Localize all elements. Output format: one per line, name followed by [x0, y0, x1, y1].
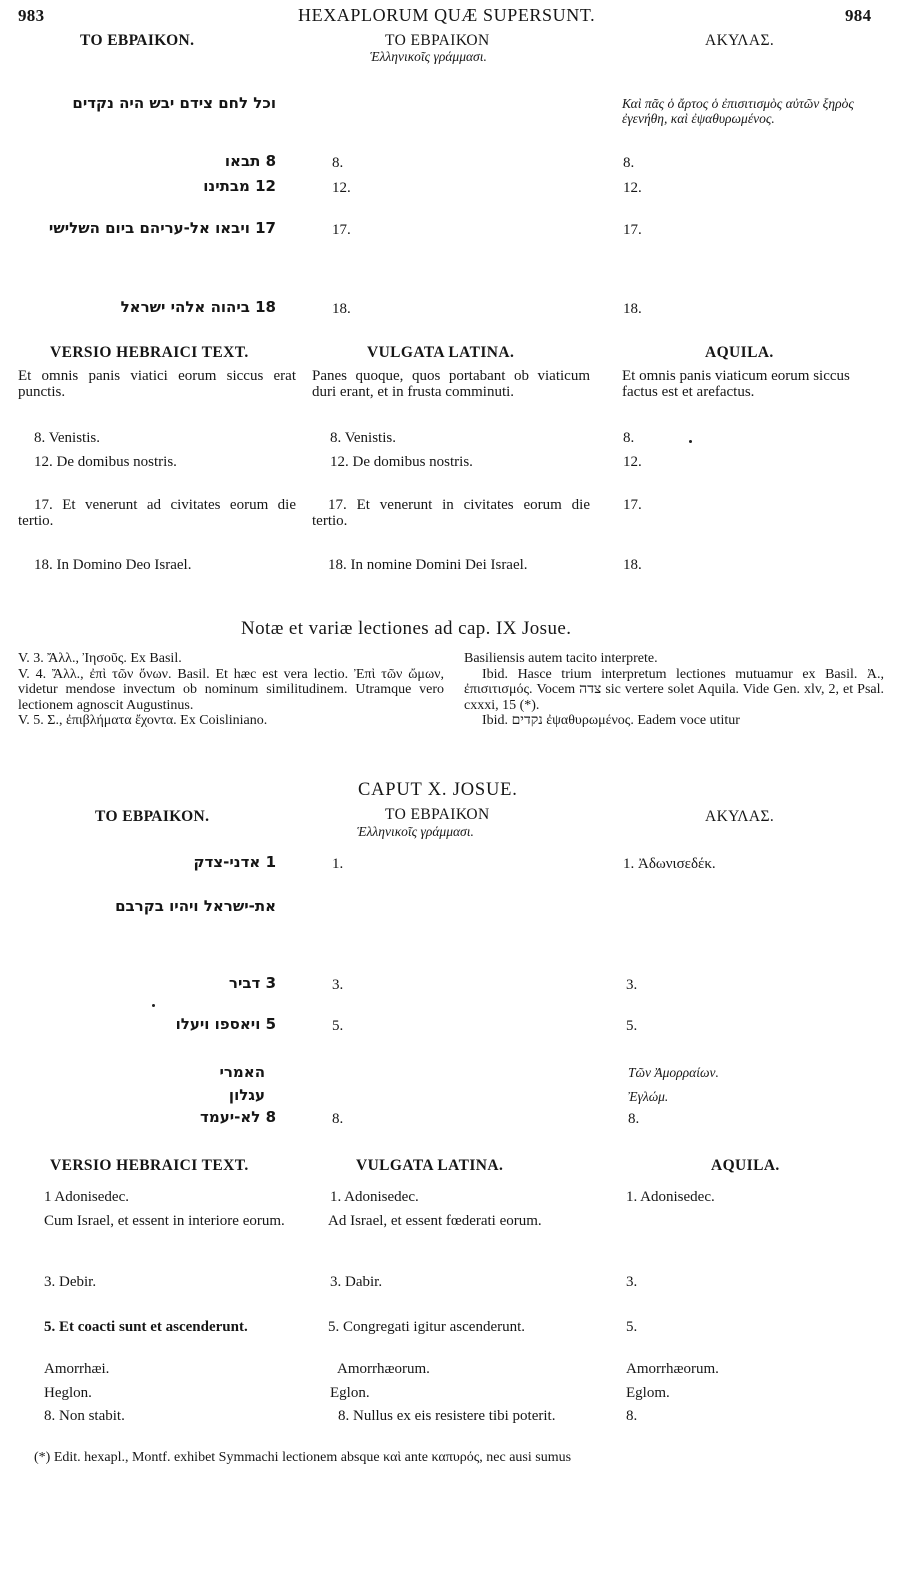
caput-vulgata-amorrhaeorum: Amorrhæorum.: [337, 1361, 430, 1377]
notes-left-column: [18, 651, 444, 729]
aquila-verse-17: 17.: [623, 497, 642, 513]
caput-aquila-amorrhaeorum: Amorrhæorum.: [626, 1361, 719, 1377]
vulgata-verse-12: 12. De domibus nostris.: [330, 454, 473, 470]
col3-verse-12: 12.: [623, 180, 642, 196]
col3-heading: ΑΚΥΛΑΣ.: [705, 32, 775, 49]
caput-col3-heading: ΑΚΥΛΑΣ.: [705, 808, 775, 825]
caput-col2-heading: ΤΟ ΕΒΡΑΙΚΟΝ: [385, 806, 490, 823]
caput-aquila-verse-1: 1. Adonisedec.: [626, 1189, 715, 1205]
caput-hebrew-verse-3: 3 דביר: [228, 974, 276, 992]
aquila-verse-18: 18.: [623, 557, 642, 573]
caput-aquila-verse-3: 3.: [626, 1274, 638, 1290]
caput-hebrew-verse-1: 1 אדני-צדק: [193, 853, 276, 871]
col1-heading: ΤΟ ΕΒΡΑΙΚΟΝ.: [80, 32, 195, 49]
caput-versio-heglon: Heglon.: [44, 1385, 92, 1401]
caput-col3-verse-5: 5.: [626, 1018, 638, 1034]
caput-title: CAPUT X. JOSUE.: [358, 780, 518, 800]
caput-versio-heading: VERSIO HEBRAICI TEXT.: [50, 1157, 249, 1174]
caput-versio-amorrhaei: Amorrhæi.: [44, 1361, 110, 1377]
col2-verse-17: 17.: [332, 222, 351, 238]
page-number-right: 984: [845, 6, 872, 25]
aquila-verse-8: 8.: [623, 430, 635, 446]
caput-hebrew-verse-1b: את-ישראל ויהיו בקרבם: [115, 897, 276, 915]
caput-aquila-verse-8: 8.: [626, 1408, 638, 1424]
hebrew-verse-line: וכל לחם צידם יבש היה נקדים: [72, 94, 276, 112]
col3-verse-8: 8.: [623, 155, 635, 171]
caput-col1-heading: ΤΟ ΕΒΡΑΙΚΟΝ.: [95, 808, 210, 825]
caput-col3-verse-1: 1. Ἀδωνισεδέκ.: [623, 856, 716, 872]
caput-vulgata-verse-5: 5. Congregati igitur ascenderunt.: [328, 1319, 526, 1335]
caput-versio-verse-3: 3. Debir.: [44, 1274, 97, 1290]
caput-aquila-eglom: Eglom.: [626, 1385, 670, 1401]
aquila-greek-text: Καὶ πᾶς ὁ ἄρτος ὁ ἐπισιτισμὸς αὐτῶν ξηρὸς ἐγενήθη, καὶ ἐψαθυρωμένος.: [622, 96, 854, 126]
versio-text: Et omnis panis viatici eorum siccus erat punctis.: [18, 368, 296, 400]
caput-versio-verse-8: 8. Non stabit.: [44, 1408, 125, 1424]
notes-right-column: [464, 651, 884, 729]
hebrew-verse-17: 17 ויבאו אל-עריהם ביום השלישי: [48, 219, 276, 237]
hebrew-verse-18: 18 ביהוה אלהי ישראל: [120, 298, 276, 316]
caput-vulgata-eglon: Eglon.: [330, 1385, 370, 1401]
col2-verse-8: 8.: [332, 155, 344, 171]
caput-vulgata-heading: VULGATA LATINA.: [356, 1157, 504, 1174]
caput-aquila-amorraion: Τῶν Ἀμορραίων.: [628, 1065, 719, 1080]
vulgata-verse-8: 8. Venistis.: [330, 430, 396, 446]
notes-title: Notæ et variæ lectiones ad cap. IX Josue.: [241, 618, 572, 639]
caput-hebrew-verse-5: 5 ויאספו ויעלו: [175, 1015, 276, 1033]
col3-verse-17: 17.: [623, 222, 642, 238]
versio-verse-18: 18. In Domino Deo Israel.: [34, 557, 192, 573]
caput-col2-verse-5: 5.: [332, 1018, 344, 1034]
note-v3: V. 3. Ἄλλ., Ἰησοῦς. Ex Basil.: [18, 651, 182, 666]
col2-heading: ΤΟ ΕΒΡΑΙΚΟΝ: [385, 32, 490, 49]
note-v4: V. 4. Ἄλλ., ἐπὶ τῶν ὄνων. Basil. Et hæc est vera lectio. Ἐπὶ τῶν ὤμων, videtur mendose invectum ob nominum similitudinem. Utramque vero lectionem agnoscit Augustinus.: [18, 666, 444, 713]
caput-versio-verse-5: 5. Et coacti sunt et ascenderunt.: [44, 1319, 248, 1335]
col2-verse-12: 12.: [332, 180, 351, 196]
vulgata-verse-17: 17. Et venerunt in civitates eorum die tertio.: [312, 497, 590, 529]
versio-verse-12: 12. De domibus nostris.: [34, 454, 177, 470]
caput-hebrew-eglon: עגלון: [228, 1086, 265, 1104]
vulgata-verse-18: 18. In nomine Domini Dei Israel.: [328, 557, 528, 573]
note-ibid-1: Ibid. Hasce trium interpretum lectiones mutuamur ex Basil. Ἀ., ἐπισιτισμός. Vocem צדה sic vertere solet Aquila. Vide Gen. xlv, 2, et Psal. cxxxi, 15 (*).: [464, 666, 884, 713]
aquila-verse-12: 12.: [623, 454, 642, 470]
caput-versio-verse-1b: Cum Israel, et essent in interiore eorum.: [44, 1213, 285, 1229]
note-ibid-2: Ibid. נקדים ἐψαθυρωμένος. Eadem voce utitur: [482, 713, 740, 728]
note-v5: V. 5. Σ., ἐπιβλήματα ἔχοντα. Ex Coisliniano.: [18, 713, 268, 728]
caput-col2-subheading: Ἑλληνικοῖς γράμμασι.: [357, 824, 474, 839]
caput-hebrew-amorri: האמרי: [219, 1063, 265, 1081]
col3-verse-18: 18.: [623, 301, 642, 317]
aquila-latin-text: Et omnis panis viaticum eorum siccus factus est et arefactus.: [622, 368, 850, 400]
caput-col2-verse-3: 3.: [332, 977, 344, 993]
col2-verse-18: 18.: [332, 301, 351, 317]
versio-verse-17: 17. Et venerunt ad civitates eorum die tertio.: [18, 497, 296, 529]
col2-subheading: Ἑλληνικοῖς γράμμασι.: [370, 49, 487, 64]
caput-col2-verse-8: 8.: [332, 1111, 344, 1127]
hebrew-verse-12: 12 מבתינו: [203, 177, 276, 195]
caput-col3-verse-8: 8.: [628, 1111, 640, 1127]
caput-versio-verse-1: 1 Adonisedec.: [44, 1189, 129, 1205]
vulgata-heading: VULGATA LATINA.: [367, 344, 515, 361]
caput-aquila-heading: AQUILA.: [711, 1157, 780, 1174]
hebrew-verse-8: 8 תבאו: [224, 152, 276, 170]
caput-vulgata-verse-8: 8. Nullus ex eis resistere tibi poterit.: [338, 1408, 556, 1424]
running-title: HEXAPLORUM QUÆ SUPERSUNT.: [298, 5, 596, 25]
note-basil: Basiliensis autem tacito interprete.: [464, 651, 658, 666]
versio-verse-8: 8. Venistis.: [34, 430, 100, 446]
caput-aquila-eglom: Ἐγλώμ.: [628, 1089, 669, 1104]
aquila-heading: AQUILA.: [705, 344, 774, 361]
caput-col3-verse-3: 3.: [626, 977, 638, 993]
caput-hebrew-verse-8: 8 לא-יעמד: [200, 1108, 276, 1126]
page-number-left: 983: [18, 6, 45, 25]
caput-vulgata-verse-3: 3. Dabir.: [330, 1274, 383, 1290]
print-speck: [689, 440, 692, 443]
vulgata-text: Panes quoque, quos portabant ob viaticum duri erant, et in frusta comminuti.: [312, 368, 590, 400]
caput-vulgata-verse-1b: Ad Israel, et essent fœderati eorum.: [328, 1213, 542, 1229]
caput-aquila-verse-5: 5.: [626, 1319, 638, 1335]
caput-vulgata-verse-1: 1. Adonisedec.: [330, 1189, 419, 1205]
print-speck: [152, 1004, 155, 1007]
versio-heading: VERSIO HEBRAICI TEXT.: [50, 344, 249, 361]
footnote: (*) Edit. hexapl., Montf. exhibet Symmachi lectionem absque καὶ ante καπυρός, nec ausi sumus: [34, 1450, 572, 1465]
caput-col2-verse-1: 1.: [332, 856, 344, 872]
